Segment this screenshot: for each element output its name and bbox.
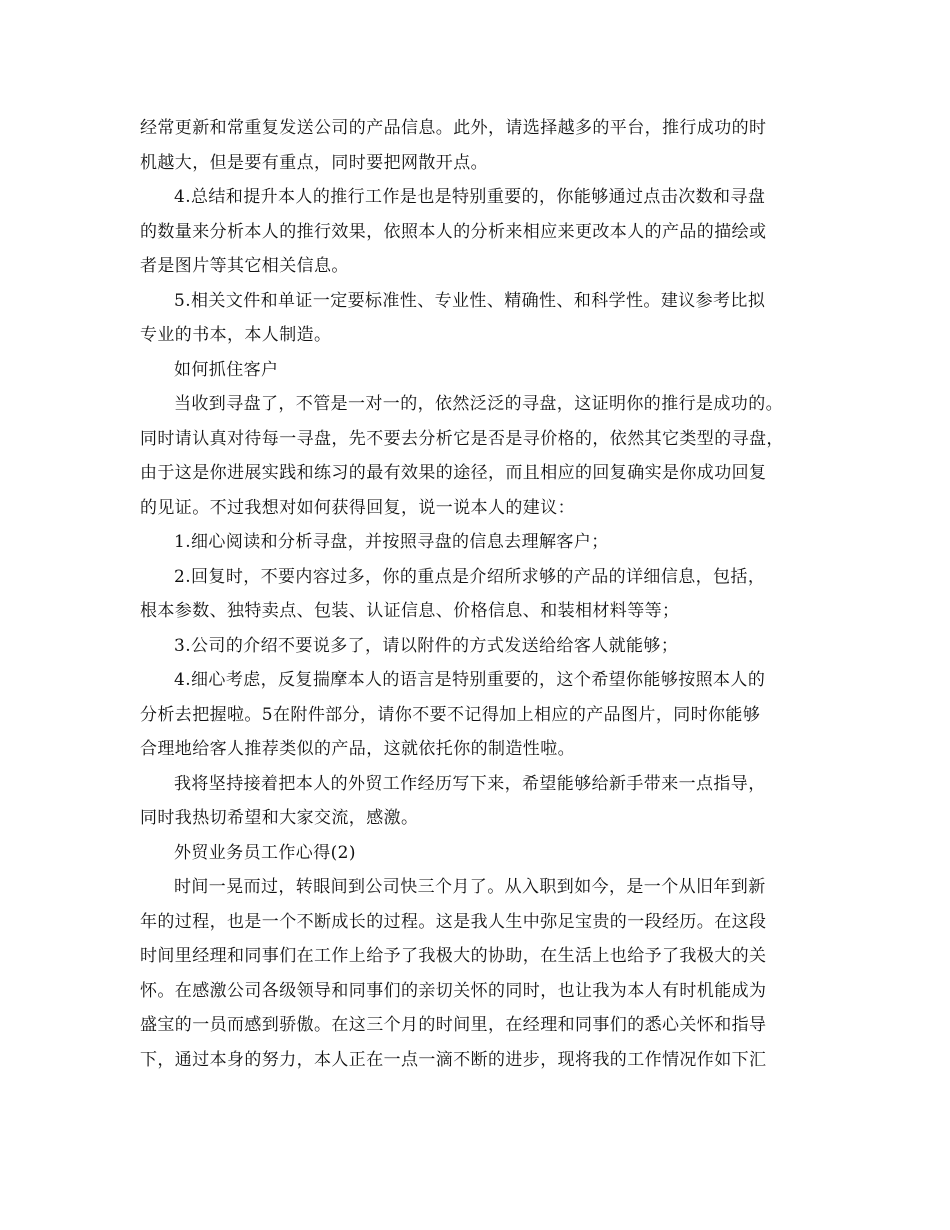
text-line: 分析去把握啦。5在附件部分，请你不要不记得加上相应的产品图片，同时你能够 [140,704,761,725]
section-heading: 外贸业务员工作心得(2) [174,842,356,863]
text-line: 同时请认真对待每一寻盘，先不要去分析它是否是寻价格的，依然其它类型的寻盘， [140,428,784,449]
text-line: 的见证。不过我想对如何获得回复，说一说本人的建议： [140,497,575,518]
document-body [140,111,820,1077]
text-line: 年的过程，也是一个不断成长的过程。这是我人生中弥足宝贵的一段经历。在这段 [140,911,767,932]
text-line: 由于这是你进展实践和练习的最有效果的途径，而且相应的回复确实是你成功回复 [140,463,767,483]
text-line: 时间一晃而过，转眼间到公司快三个月了。从入职到如今，是一个从旧年到新 [174,877,766,897]
text-line: 合理地给客人推荐类似的产品，这就依托你的制造性啦。 [140,739,575,759]
text-line: 同时我热切希望和大家交流，感激。 [140,808,419,828]
text-line: 4.细心考虑，反复揣摩本人的语言是特别重要的，这个希望你能够按照本人的 [174,670,766,690]
text-line: 时间里经理和同事们在工作上给予了我极大的协助，在生活上也给予了我极大的关 [140,946,767,966]
text-line: 2.回复时，不要内容过多，你的重点是介绍所求够的产品的详细信息，包括， [174,566,766,587]
text-line: 下，通过本身的努力，本人正在一点一滴不断的进步，现将我的工作情况作如下汇 [140,1049,767,1070]
text-line: 4.总结和提升本人的推行工作是也是特别重要的，你能够通过点击次数和寻盘 [174,187,766,207]
section-heading: 如何抓住客户 [174,359,279,380]
text-line: 专业的书本，本人制造。 [140,325,332,345]
text-line: 我将坚持接着把本人的外贸工作经历写下来，希望能够给新手带来一点指导， [174,773,766,794]
text-line: 当收到寻盘了，不管是一对一的，依然泛泛的寻盘，这证明你的推行是成功的。 [174,394,783,414]
text-line: 机越大，但是要有重点，同时要把网散开点。 [140,152,488,173]
text-line: 的数量来分析本人的推行效果，依照本人的分析来相应来更改本人的产品的描绘或 [140,221,767,242]
text-line: 者是图片等其它相关信息。 [140,256,349,276]
text-line: 盛宝的一员而感到骄傲。在这三个月的时间里，在经理和同事们的悉心关怀和指导 [140,1015,767,1035]
text-line: 怀。在感激公司各级领导和同事们的亲切关怀的同时，也让我为本人有时机能成为 [140,980,767,1001]
text-line: 3.公司的介绍不要说多了，请以附件的方式发送给给客人就能够； [174,635,679,656]
text-line: 根本参数、独特卖点、包装、认证信息、价格信息、和装相材料等等； [140,601,680,621]
text-line: 5.相关文件和单证一定要标准性、专业性、精确性、和科学性。建议参考比拟 [174,290,766,311]
text-line: 经常更新和常重复发送公司的产品信息。此外，请选择越多的平台，推行成功的时 [140,118,767,138]
text-line: 1.细心阅读和分析寻盘，并按照寻盘的信息去理解客户； [174,532,609,552]
